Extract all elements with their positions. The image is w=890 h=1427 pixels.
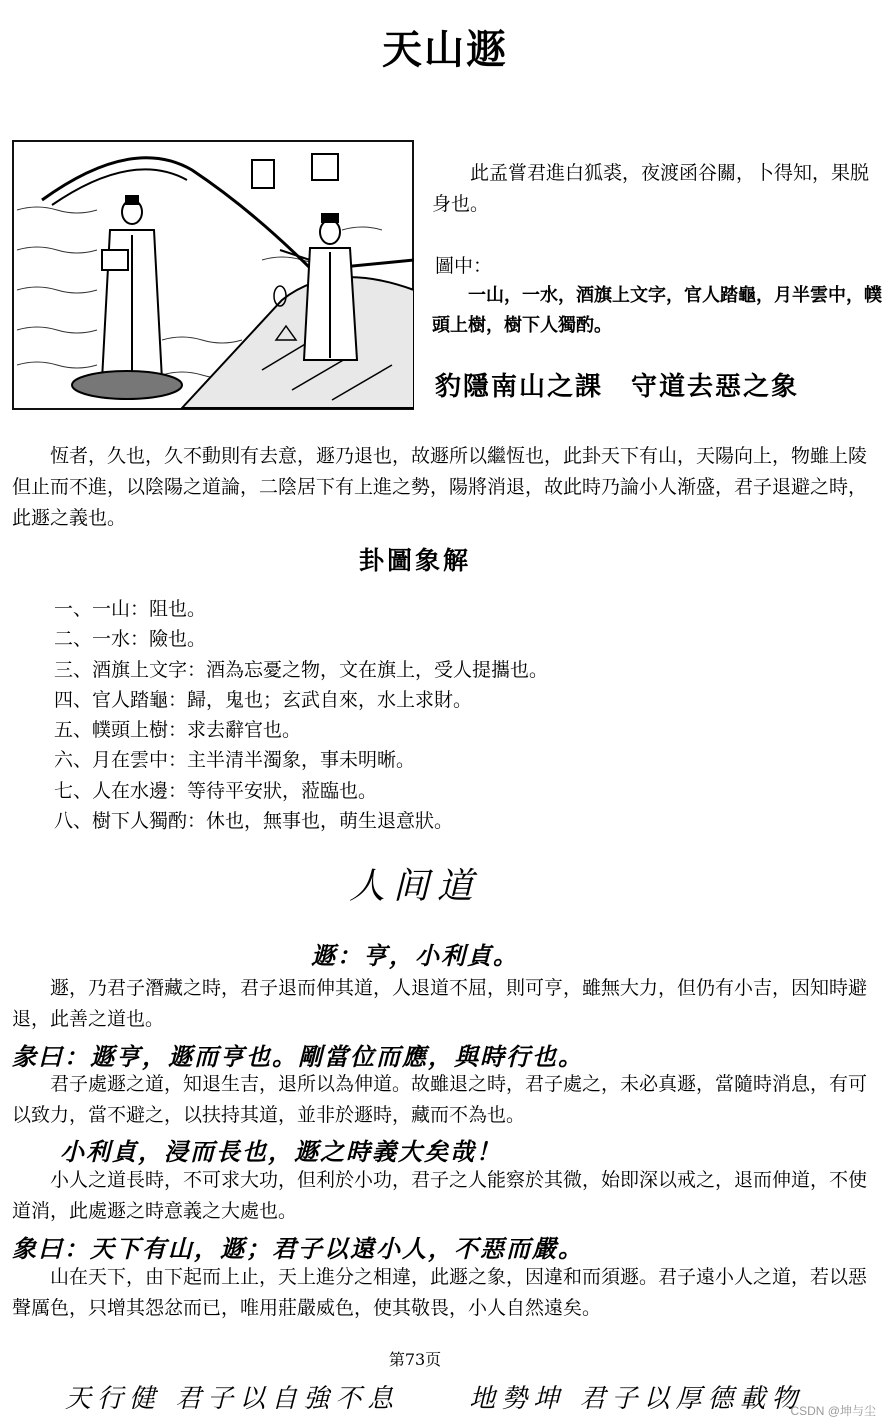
paragraph-intro: 恆者，久也，久不動則有去意，遯乃退也，故遯所以繼恆也，此卦天下有山，天陽向上，物雖上陵但止而不進，以陰陽之道論，二陰居下有上進之勢，陽將消退，故此時乃論小人渐盛，君子退避之時，此遯之義也。: [12, 445, 868, 529]
list-item: 四、官人踏龜：歸，鬼也；玄武自來，水上求財。: [54, 688, 473, 711]
xiang-ci: 象曰：天下有山，遯；君子以遠小人，不惡而嚴。: [12, 1234, 584, 1263]
tuan-ci-2: 小利貞，浸而長也，遯之時義大矣哉！: [60, 1137, 502, 1166]
list-item: 八、樹下人獨酌：休也，無事也，萌生退意狀。: [54, 810, 454, 833]
list-item: 六、月在雲中：主半清半濁象，事未明晰。: [54, 749, 416, 772]
list-item: 三、酒旗上文字：酒為忘憂之物，文在旗上，受人提攜也。: [54, 658, 549, 681]
paragraph-tuan-1: 君子處遯之道，知退生吉，退所以為伸道。故雖退之時，君子處之，未必真遯，當隨時消息，有可以致力，當不避之，以扶持其道，並非於遯時，藏而不為也。: [12, 1073, 868, 1126]
paragraph-gua-ci: 遯，乃君子潛藏之時，君子退而伸其道，人退道不屈，則可亨，雖無大力，但仍有小吉，因知時避退，此善之道也。: [12, 977, 868, 1030]
list-item: 七、人在水邊：等待平安狀，蒞臨也。: [54, 779, 378, 802]
list-item: 五、幞頭上樹：求去辭官也。: [54, 719, 302, 742]
tuan-ci-1: 彖曰：遯亨，遯而亨也。剛當位而應，與時行也。: [12, 1042, 584, 1071]
paragraph-xiang: 山在天下，由下起而上止，天上進分之相違，此遯之象，因違和而須遯。君子遠小人之道，若以惡聲厲色，只增其怨忿而已，唯用莊嚴威色，使其敬畏，小人自然遠矣。: [12, 1266, 868, 1319]
hexagram-illustration: [12, 140, 414, 410]
section-heading-gua: 卦圖象解: [358, 546, 471, 575]
footer-motto: [65, 1378, 804, 1415]
intro-text: 此孟嘗君進白狐裘，夜渡函谷關，卜得知，果脱身也。: [432, 162, 870, 215]
tuzhong-detail: 一山，一水，酒旗上文字，官人踏龜，月半雲中，幞頭上樹，樹下人獨酌。: [432, 285, 882, 336]
page-title: 天山遯: [382, 26, 508, 73]
list-item: 一、一山：阻也。: [54, 598, 207, 620]
subtitle: 豹隱南山之課 守道去惡之象: [435, 372, 800, 402]
list-item: 二、一水：險也。: [54, 628, 207, 651]
interpretation-list: [54, 594, 548, 836]
gua-ci: 遯：亨，小利貞。: [311, 941, 519, 970]
motto-left: 天行健 君子以自強不息: [65, 1384, 400, 1414]
page-number: 第73页: [388, 1350, 442, 1369]
motto-right: 地勢坤 君子以厚德載物: [469, 1384, 804, 1414]
tuzhong-label: 圖中：: [435, 255, 493, 277]
paragraph-tuan-2: 小人之道長時，不可求大功，但利於小功，君子之人能察於其微，始即深以戒之，退而伸道，不使道消，此處遯之時意義之大處也。: [12, 1169, 868, 1222]
watermark: CSDN @坤与尘: [790, 1404, 876, 1418]
section-heading-renjian: 人间道: [348, 866, 481, 907]
